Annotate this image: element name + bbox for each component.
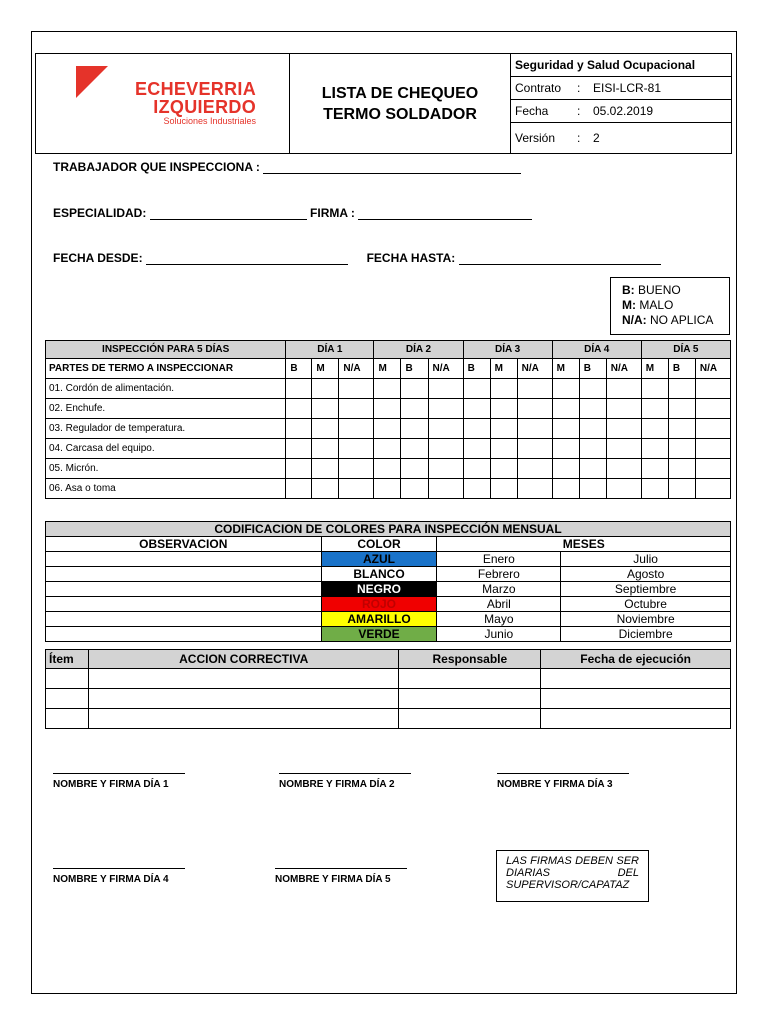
signature-label: NOMBRE Y FIRMA DÍA 5 bbox=[275, 874, 391, 885]
signature-line[interactable] bbox=[53, 773, 185, 774]
contrato-row bbox=[511, 77, 732, 100]
subcol-header: M bbox=[312, 359, 339, 379]
table-cell[interactable] bbox=[88, 709, 398, 729]
signature-line[interactable] bbox=[497, 773, 629, 774]
month-cell: Marzo bbox=[437, 582, 561, 597]
check-cell[interactable] bbox=[641, 399, 668, 419]
table-cell[interactable] bbox=[88, 669, 398, 689]
subcol-header: M bbox=[490, 359, 517, 379]
table-row bbox=[46, 439, 731, 459]
part-name: 06. Asa o toma bbox=[46, 479, 286, 499]
observacion-cell[interactable] bbox=[46, 612, 322, 627]
part-name: 04. Carcasa del equipo. bbox=[46, 439, 286, 459]
table-cell[interactable] bbox=[399, 689, 541, 709]
check-cell[interactable] bbox=[695, 459, 730, 479]
table-cell[interactable] bbox=[399, 669, 541, 689]
department-label: Seguridad y Salud Ocupacional bbox=[511, 54, 732, 77]
check-cell[interactable] bbox=[490, 439, 517, 459]
subcol-header: M bbox=[374, 359, 401, 379]
table-row bbox=[46, 627, 731, 642]
check-cell[interactable] bbox=[312, 459, 339, 479]
check-cell[interactable] bbox=[490, 379, 517, 399]
check-cell[interactable] bbox=[606, 379, 641, 399]
legend-text: MALO bbox=[639, 298, 674, 312]
color-swatch: AMARILLO bbox=[321, 612, 437, 627]
legend-text: NO APLICA bbox=[650, 313, 714, 327]
check-cell[interactable] bbox=[286, 379, 312, 399]
check-cell[interactable] bbox=[641, 479, 668, 499]
check-cell[interactable] bbox=[517, 379, 552, 399]
version-value: 2 bbox=[593, 131, 600, 145]
check-cell[interactable] bbox=[463, 439, 490, 459]
check-cell[interactable] bbox=[552, 479, 579, 499]
signature-day-1 bbox=[53, 773, 185, 790]
checklist-page bbox=[31, 31, 737, 994]
color-swatch: ROJO bbox=[321, 597, 437, 612]
check-cell[interactable] bbox=[641, 379, 668, 399]
month-cell: Mayo bbox=[437, 612, 561, 627]
check-cell[interactable] bbox=[641, 439, 668, 459]
check-cell[interactable] bbox=[668, 419, 695, 439]
legend-key: N/A: bbox=[622, 313, 647, 327]
company-name-line1: ECHEVERRIA bbox=[134, 79, 256, 99]
separator: : bbox=[577, 81, 581, 95]
table-cell[interactable] bbox=[541, 709, 731, 729]
check-cell[interactable] bbox=[517, 479, 552, 499]
day-header: DÍA 5 bbox=[641, 341, 730, 359]
rating-legend bbox=[610, 277, 730, 335]
check-cell[interactable] bbox=[312, 479, 339, 499]
subcol-header: N/A bbox=[517, 359, 552, 379]
company-name-line2: IZQUIERDO bbox=[153, 97, 256, 117]
month-cell: Febrero bbox=[437, 567, 561, 582]
table-row bbox=[46, 689, 731, 709]
document-title bbox=[290, 54, 511, 154]
version-row bbox=[511, 123, 732, 154]
part-name: 01. Cordón de alimentación. bbox=[46, 379, 286, 399]
signature-day-4 bbox=[53, 868, 185, 885]
subcol-header: N/A bbox=[695, 359, 730, 379]
check-cell[interactable] bbox=[428, 379, 463, 399]
table-row bbox=[46, 399, 731, 419]
check-cell[interactable] bbox=[463, 459, 490, 479]
company-tagline: Soluciones Industriales bbox=[163, 116, 256, 126]
subcol-header: B bbox=[286, 359, 312, 379]
check-cell[interactable] bbox=[695, 399, 730, 419]
month-cell: Julio bbox=[561, 552, 731, 567]
check-cell[interactable] bbox=[552, 379, 579, 399]
table-row bbox=[46, 552, 731, 567]
color-swatch: NEGRO bbox=[321, 582, 437, 597]
check-cell[interactable] bbox=[517, 399, 552, 419]
check-cell[interactable] bbox=[668, 439, 695, 459]
month-cell: Abril bbox=[437, 597, 561, 612]
check-cell[interactable] bbox=[401, 439, 428, 459]
day-header: DÍA 1 bbox=[286, 341, 374, 359]
check-cell[interactable] bbox=[428, 419, 463, 439]
part-name: 05. Micrón. bbox=[46, 459, 286, 479]
check-cell[interactable] bbox=[517, 419, 552, 439]
fecha-label: Fecha bbox=[515, 104, 549, 118]
subcol-header: N/A bbox=[428, 359, 463, 379]
observacion-cell[interactable] bbox=[46, 567, 322, 582]
table-cell[interactable] bbox=[399, 709, 541, 729]
check-cell[interactable] bbox=[579, 479, 606, 499]
signature-day-3 bbox=[497, 773, 629, 790]
table-cell[interactable] bbox=[46, 669, 89, 689]
day-header: DÍA 2 bbox=[374, 341, 463, 359]
check-cell[interactable] bbox=[339, 479, 374, 499]
subcol-header: M bbox=[552, 359, 579, 379]
color-swatch: VERDE bbox=[321, 627, 437, 642]
check-cell[interactable] bbox=[668, 459, 695, 479]
check-cell[interactable] bbox=[312, 439, 339, 459]
check-cell[interactable] bbox=[286, 479, 312, 499]
check-cell[interactable] bbox=[374, 479, 401, 499]
signature-label: NOMBRE Y FIRMA DÍA 3 bbox=[497, 779, 613, 790]
subcol-header: N/A bbox=[339, 359, 374, 379]
check-cell[interactable] bbox=[695, 379, 730, 399]
subcol-header: B bbox=[579, 359, 606, 379]
meses-header: MESES bbox=[437, 537, 731, 552]
fecha-hasta-field[interactable] bbox=[459, 253, 661, 265]
observacion-cell[interactable] bbox=[46, 627, 322, 642]
check-cell[interactable] bbox=[428, 459, 463, 479]
month-cell: Septiembre bbox=[561, 582, 731, 597]
table-row bbox=[46, 479, 731, 499]
table-row bbox=[46, 612, 731, 627]
check-cell[interactable] bbox=[401, 399, 428, 419]
check-cell[interactable] bbox=[579, 379, 606, 399]
company-logo bbox=[36, 54, 290, 154]
title-line1: LISTA DE CHEQUEO bbox=[321, 84, 479, 102]
part-name: 02. Enchufe. bbox=[46, 399, 286, 419]
signature-line[interactable] bbox=[275, 868, 407, 869]
check-cell[interactable] bbox=[490, 419, 517, 439]
month-cell: Noviembre bbox=[561, 612, 731, 627]
check-cell[interactable] bbox=[374, 459, 401, 479]
legend-text: BUENO bbox=[638, 283, 681, 297]
table-row bbox=[46, 669, 731, 689]
accion-header: ACCION CORRECTIVA bbox=[88, 650, 398, 669]
trabajador-row bbox=[53, 160, 521, 174]
check-cell[interactable] bbox=[606, 399, 641, 419]
check-cell[interactable] bbox=[668, 399, 695, 419]
color-swatch: AZUL bbox=[321, 552, 437, 567]
trabajador-label: TRABAJADOR QUE INSPECCIONA : bbox=[53, 160, 260, 174]
logo-triangle-icon bbox=[76, 66, 108, 98]
signature-label: NOMBRE Y FIRMA DÍA 4 bbox=[53, 874, 169, 885]
part-name: 03. Regulador de temperatura. bbox=[46, 419, 286, 439]
observacion-cell[interactable] bbox=[46, 597, 322, 612]
table-row bbox=[46, 379, 731, 399]
signature-line[interactable] bbox=[279, 773, 411, 774]
especialidad-row bbox=[53, 206, 532, 220]
subcol-header: B bbox=[463, 359, 490, 379]
check-cell[interactable] bbox=[579, 419, 606, 439]
check-cell[interactable] bbox=[339, 459, 374, 479]
supervisor-note: LAS FIRMAS DEBEN SER DIARIAS DEL SUPERVISOR/CAPATAZ bbox=[496, 850, 649, 902]
check-cell[interactable] bbox=[552, 439, 579, 459]
check-cell[interactable] bbox=[312, 419, 339, 439]
check-cell[interactable] bbox=[579, 439, 606, 459]
color-coding-title: CODIFICACION DE COLORES PARA INSPECCIÓN MENSUAL bbox=[46, 522, 731, 537]
signature-day-5 bbox=[275, 868, 407, 885]
check-cell[interactable] bbox=[312, 399, 339, 419]
check-cell[interactable] bbox=[517, 459, 552, 479]
document-header bbox=[35, 53, 732, 154]
check-cell[interactable] bbox=[374, 419, 401, 439]
contrato-label: Contrato bbox=[515, 81, 562, 95]
check-cell[interactable] bbox=[401, 419, 428, 439]
check-cell[interactable] bbox=[428, 479, 463, 499]
check-cell[interactable] bbox=[374, 379, 401, 399]
trabajador-field[interactable] bbox=[263, 162, 521, 174]
contrato-value: EISI-LCR-81 bbox=[593, 81, 662, 95]
title-line2: TERMO SOLDADOR bbox=[323, 105, 477, 123]
check-cell[interactable] bbox=[339, 379, 374, 399]
fecha-desde-field[interactable] bbox=[146, 253, 348, 265]
check-cell[interactable] bbox=[695, 479, 730, 499]
fecha-ejecucion-header: Fecha de ejecución bbox=[541, 650, 731, 669]
check-cell[interactable] bbox=[695, 439, 730, 459]
check-cell[interactable] bbox=[339, 439, 374, 459]
separator: : bbox=[577, 131, 581, 145]
check-cell[interactable] bbox=[374, 399, 401, 419]
check-cell[interactable] bbox=[401, 479, 428, 499]
version-label: Versión bbox=[515, 131, 556, 145]
inspection-table bbox=[45, 340, 731, 499]
check-cell[interactable] bbox=[463, 419, 490, 439]
table-row bbox=[46, 709, 731, 729]
fecha-hasta-label: FECHA HASTA: bbox=[366, 251, 456, 265]
check-cell[interactable] bbox=[695, 419, 730, 439]
check-cell[interactable] bbox=[339, 419, 374, 439]
table-row bbox=[46, 567, 731, 582]
check-cell[interactable] bbox=[286, 439, 312, 459]
check-cell[interactable] bbox=[552, 459, 579, 479]
month-cell: Junio bbox=[437, 627, 561, 642]
month-cell: Enero bbox=[437, 552, 561, 567]
subcol-header: N/A bbox=[606, 359, 641, 379]
check-cell[interactable] bbox=[339, 399, 374, 419]
color-rows bbox=[46, 552, 731, 642]
responsable-header: Responsable bbox=[399, 650, 541, 669]
check-cell[interactable] bbox=[463, 479, 490, 499]
check-cell[interactable] bbox=[606, 479, 641, 499]
fecha-row bbox=[511, 100, 732, 123]
parts-header: PARTES DE TERMO A INSPECCIONAR bbox=[46, 359, 286, 379]
month-cell: Diciembre bbox=[561, 627, 731, 642]
observacion-cell[interactable] bbox=[46, 552, 322, 567]
check-cell[interactable] bbox=[606, 439, 641, 459]
inspection-title: INSPECCIÓN PARA 5 DÍAS bbox=[46, 341, 286, 359]
check-cell[interactable] bbox=[401, 379, 428, 399]
firma-label: FIRMA : bbox=[310, 206, 355, 220]
observacion-header: OBSERVACION bbox=[46, 537, 322, 552]
check-cell[interactable] bbox=[312, 379, 339, 399]
day-header: DÍA 3 bbox=[463, 341, 552, 359]
table-cell[interactable] bbox=[88, 689, 398, 709]
table-row bbox=[46, 459, 731, 479]
table-row bbox=[46, 597, 731, 612]
table-cell[interactable] bbox=[46, 689, 89, 709]
table-row bbox=[46, 582, 731, 597]
check-cell[interactable] bbox=[428, 399, 463, 419]
check-cell[interactable] bbox=[463, 399, 490, 419]
check-cell[interactable] bbox=[517, 439, 552, 459]
check-cell[interactable] bbox=[641, 459, 668, 479]
table-cell[interactable] bbox=[541, 689, 731, 709]
color-swatch: BLANCO bbox=[321, 567, 437, 582]
check-cell[interactable] bbox=[606, 459, 641, 479]
signature-label: NOMBRE Y FIRMA DÍA 1 bbox=[53, 779, 169, 790]
inspection-rows bbox=[46, 379, 731, 499]
check-cell[interactable] bbox=[552, 419, 579, 439]
month-cell: Octubre bbox=[561, 597, 731, 612]
subcol-header: B bbox=[401, 359, 428, 379]
corrective-action-table bbox=[45, 649, 731, 729]
check-cell[interactable] bbox=[374, 439, 401, 459]
check-cell[interactable] bbox=[428, 439, 463, 459]
check-cell[interactable] bbox=[490, 479, 517, 499]
check-cell[interactable] bbox=[606, 419, 641, 439]
month-cell: Agosto bbox=[561, 567, 731, 582]
fechas-row bbox=[53, 251, 661, 265]
legend-key: M: bbox=[622, 298, 636, 312]
signature-line[interactable] bbox=[53, 868, 185, 869]
separator: : bbox=[577, 104, 581, 118]
check-cell[interactable] bbox=[490, 399, 517, 419]
signature-day-2 bbox=[279, 773, 411, 790]
check-cell[interactable] bbox=[641, 419, 668, 439]
check-cell[interactable] bbox=[401, 459, 428, 479]
color-header: COLOR bbox=[321, 537, 437, 552]
color-coding-table bbox=[45, 521, 731, 642]
check-cell[interactable] bbox=[463, 379, 490, 399]
check-cell[interactable] bbox=[490, 459, 517, 479]
check-cell[interactable] bbox=[668, 479, 695, 499]
signature-label: NOMBRE Y FIRMA DÍA 2 bbox=[279, 779, 395, 790]
firma-field[interactable] bbox=[358, 208, 532, 220]
check-cell[interactable] bbox=[286, 459, 312, 479]
check-cell[interactable] bbox=[579, 459, 606, 479]
item-header: Ítem bbox=[46, 650, 89, 669]
observacion-cell[interactable] bbox=[46, 582, 322, 597]
table-row bbox=[46, 419, 731, 439]
check-cell[interactable] bbox=[286, 399, 312, 419]
subcol-header: M bbox=[641, 359, 668, 379]
check-cell[interactable] bbox=[552, 399, 579, 419]
day-header: DÍA 4 bbox=[552, 341, 641, 359]
especialidad-label: ESPECIALIDAD: bbox=[53, 206, 147, 220]
table-cell[interactable] bbox=[46, 709, 89, 729]
legend-key: B: bbox=[622, 283, 635, 297]
table-cell[interactable] bbox=[541, 669, 731, 689]
fecha-value: 05.02.2019 bbox=[593, 104, 654, 118]
check-cell[interactable] bbox=[286, 419, 312, 439]
check-cell[interactable] bbox=[668, 379, 695, 399]
check-cell[interactable] bbox=[579, 399, 606, 419]
fecha-desde-label: FECHA DESDE: bbox=[53, 251, 143, 265]
subcol-header: B bbox=[668, 359, 695, 379]
especialidad-field[interactable] bbox=[150, 208, 307, 220]
